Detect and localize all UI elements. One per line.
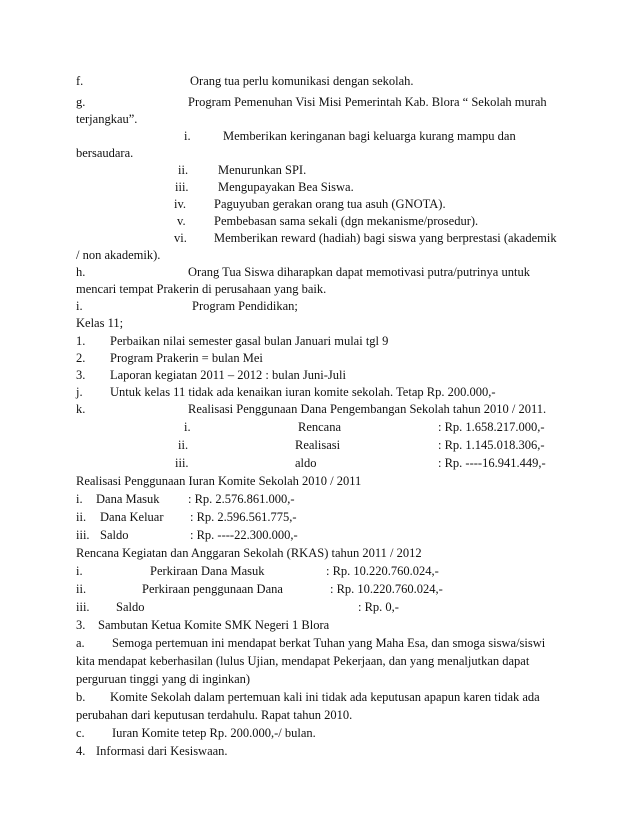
item-text: Komite Sekolah dalam pertemuan kali ini tidak ada keputusan apapun karen tidak ada <box>110 690 540 704</box>
row-label: Perkiraan penggunaan Dana <box>142 582 283 596</box>
item-text: Informasi dari Kesiswaan. <box>96 744 228 758</box>
item-text: Memberikan reward (hadiah) bagi siswa yang berprestasi (akademik <box>214 231 557 245</box>
item-marker: h. <box>76 265 86 279</box>
row-label: Saldo <box>116 600 145 614</box>
item-text: Program Pemenuhan Visi Misi Pemerintah Kab. Blora “ Sekolah murah <box>188 95 547 109</box>
row-value: : Rp. ----16.941.449,- <box>438 456 546 470</box>
item-marker: iii. <box>175 180 189 194</box>
row-value: : Rp. 1.145.018.306,- <box>438 438 545 452</box>
item-text: Iuran Komite tetep Rp. 200.000,-/ bulan. <box>112 726 316 740</box>
item-text: Menurunkan SPI. <box>218 163 307 177</box>
item-text: Semoga pertemuan ini mendapat berkat Tuhan yang Maha Esa, dan smoga siswa/siswi <box>112 636 546 650</box>
item-text: perguruan tinggi yang di inginkan) <box>76 672 251 686</box>
item-text: perubahan dari keputusan terdahulu. Rapat tahun 2010. <box>76 708 353 722</box>
item-marker: iii. <box>76 600 90 614</box>
item-marker: c. <box>76 726 85 740</box>
row-label: aldo <box>295 456 317 470</box>
item-text: Perbaikan nilai semester gasal bulan Januari mulai tgl 9 <box>110 334 389 348</box>
row-label: Dana Masuk <box>96 492 160 506</box>
row-label: Dana Keluar <box>100 510 164 524</box>
item-text: Program Pendidikan; <box>192 299 298 313</box>
row-value: : Rp. 2.596.561.775,- <box>190 510 297 524</box>
item-marker: 3. <box>76 368 86 382</box>
item-marker: f. <box>76 74 84 88</box>
item-marker: a. <box>76 636 85 650</box>
item-marker: vi. <box>174 231 187 245</box>
row-label: Perkiraan Dana Masuk <box>150 564 265 578</box>
item-text: Program Prakerin = bulan Mei <box>110 351 263 365</box>
item-text: mencari tempat Prakerin di perusahaan yang baik. <box>76 282 327 296</box>
item-marker: iii. <box>175 456 189 470</box>
row-value: : Rp. 0,- <box>358 600 399 614</box>
row-label: Saldo <box>100 528 129 542</box>
item-marker: k. <box>76 402 86 416</box>
item-marker: i. <box>184 420 191 434</box>
item-marker: 3. <box>76 618 86 632</box>
row-value: : Rp. 1.658.217.000,- <box>438 420 545 434</box>
row-label: Realisasi <box>295 438 341 452</box>
item-marker: 2. <box>76 351 86 365</box>
item-text: / non akademik). <box>76 248 161 262</box>
item-text: Kelas 11; <box>76 316 124 330</box>
item-marker: g. <box>76 95 86 109</box>
row-value: : Rp. ----22.300.000,- <box>190 528 298 542</box>
item-marker: j. <box>76 385 83 399</box>
item-text: kita mendapat keberhasilan (lulus Ujian, mendapat Pekerjaan, dan yang menaljutkan dapat <box>76 654 530 668</box>
item-marker: ii. <box>178 438 189 452</box>
row-value: : Rp. 10.220.760.024,- <box>330 582 443 596</box>
item-text: Mengupayakan Bea Siswa. <box>218 180 354 194</box>
item-text: Rencana Kegiatan dan Anggaran Sekolah (RKAS) tahun 2011 / 2012 <box>76 546 422 560</box>
row-label: Rencana <box>298 420 342 434</box>
item-text: Orang tua perlu komunikasi dengan sekolah. <box>190 74 414 88</box>
item-text: Untuk kelas 11 tidak ada kenaikan iuran komite sekolah. Tetap Rp. 200.000,- <box>110 385 496 399</box>
item-marker: 1. <box>76 334 86 348</box>
item-marker: b. <box>76 690 86 704</box>
item-text: Pembebasan sama sekali (dgn mekanisme/prosedur). <box>214 214 479 228</box>
item-text: Memberikan keringanan bagi keluarga kurang mampu dan <box>223 129 516 143</box>
row-value: : Rp. 10.220.760.024,- <box>326 564 439 578</box>
item-marker: i. <box>184 129 191 143</box>
row-value: : Rp. 2.576.861.000,- <box>188 492 295 506</box>
item-marker: ii. <box>178 163 189 177</box>
item-text: Sambutan Ketua Komite SMK Negeri 1 Blora <box>98 618 330 632</box>
item-text: Paguyuban gerakan orang tua asuh (GNOTA). <box>214 197 446 211</box>
item-marker: iii. <box>76 528 90 542</box>
item-text: Laporan kegiatan 2011 – 2012 : bulan Juni-Juli <box>110 368 346 382</box>
item-text: bersaudara. <box>76 146 134 160</box>
item-text: Orang Tua Siswa diharapkan dapat memotivasi putra/putrinya untuk <box>188 265 530 279</box>
item-marker: ii. <box>76 582 87 596</box>
item-text: Realisasi Penggunaan Dana Pengembangan Sekolah tahun 2010 / 2011. <box>188 402 547 416</box>
item-marker: i. <box>76 564 83 578</box>
item-text: terjangkau”. <box>76 112 138 126</box>
item-marker: i. <box>76 492 83 506</box>
item-text: Realisasi Penggunaan Iuran Komite Sekolah 2010 / 2011 <box>76 474 362 488</box>
item-marker: v. <box>177 214 186 228</box>
item-marker: i. <box>76 299 83 313</box>
item-marker: ii. <box>76 510 87 524</box>
item-marker: 4. <box>76 744 86 758</box>
item-marker: iv. <box>174 197 187 211</box>
